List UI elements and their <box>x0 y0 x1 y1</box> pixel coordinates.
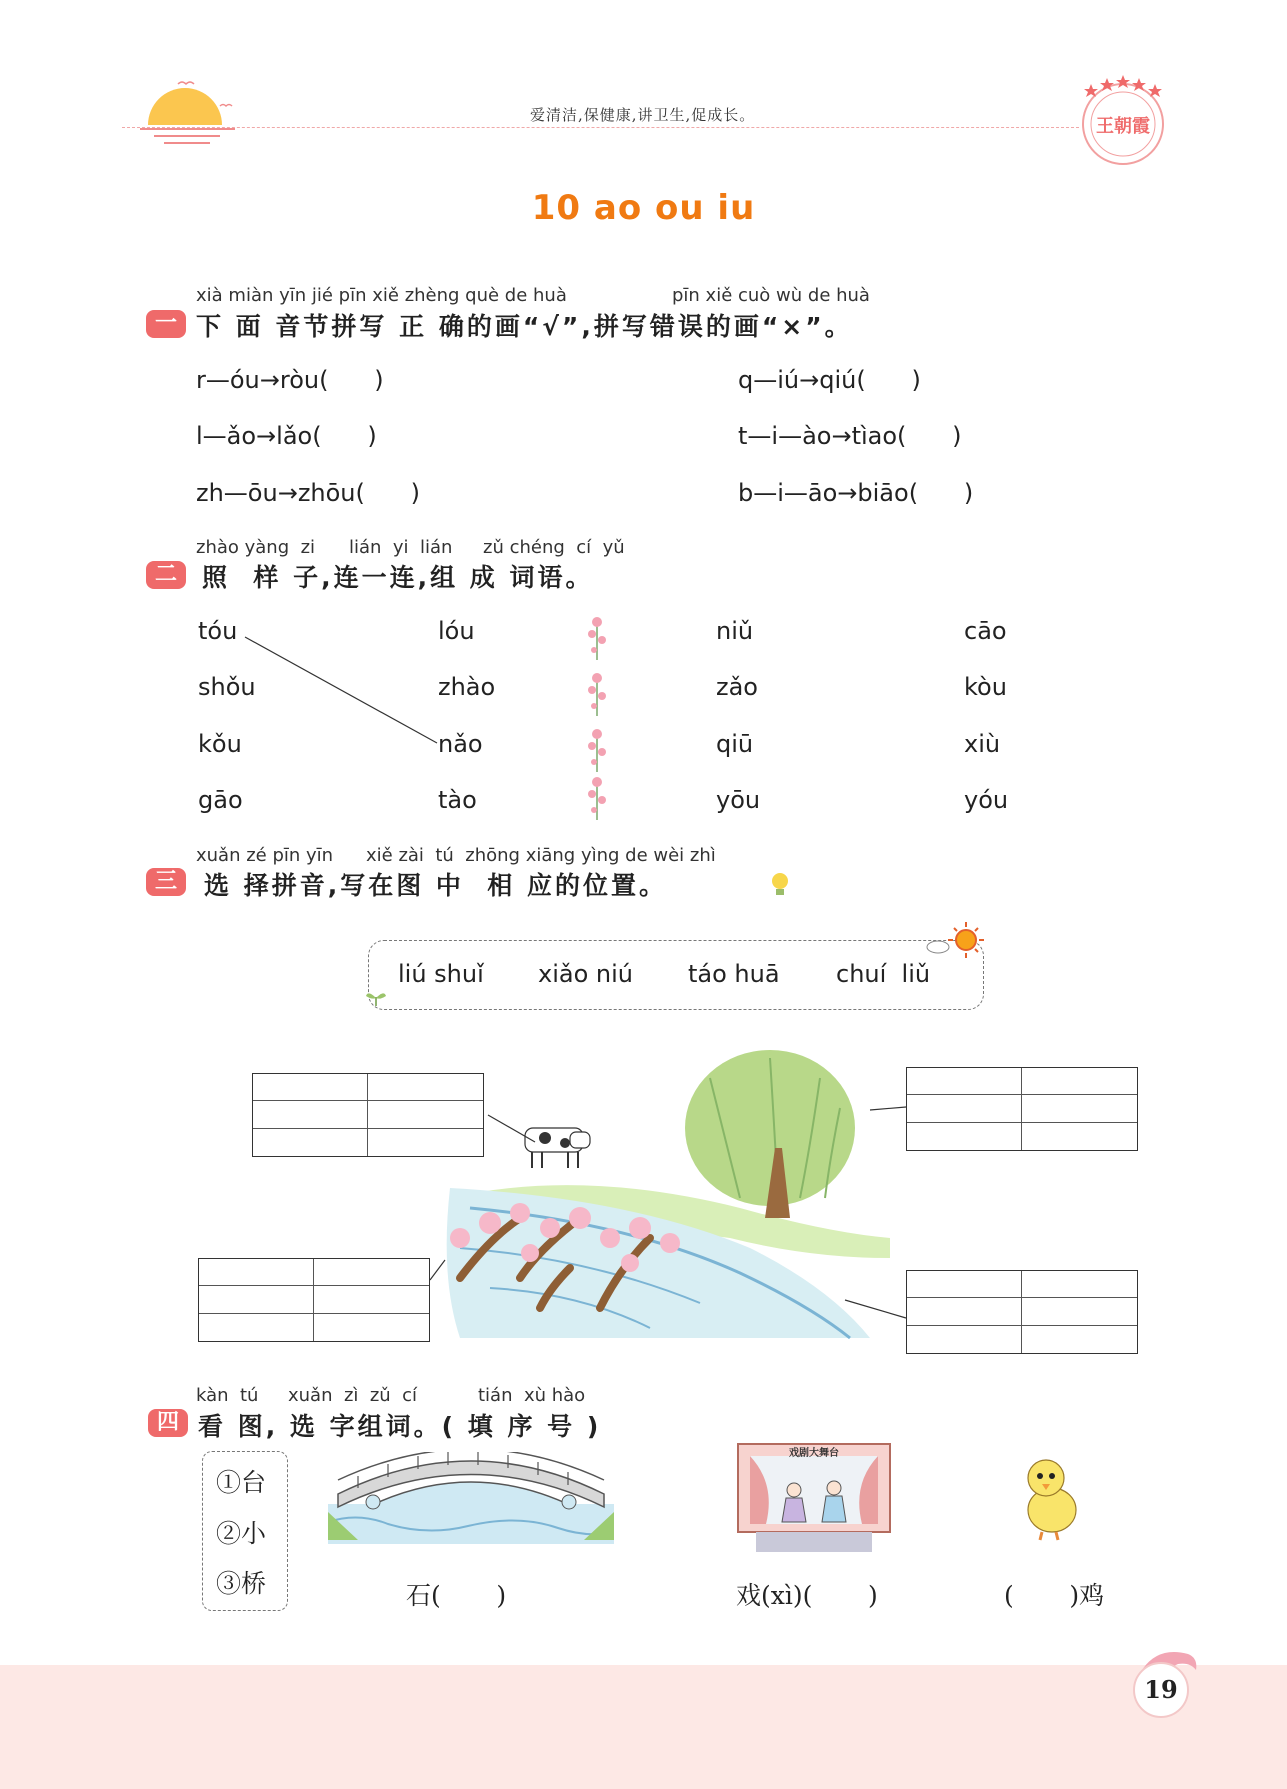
page-number: 19 <box>1133 1662 1189 1718</box>
q3-pinyin-a: xuǎn zé pīn yīn <box>196 845 334 866</box>
lesson-title: 10 ao ou iu <box>531 188 756 228</box>
q4-option-1[interactable]: ①台 <box>216 1468 267 1497</box>
q3-instruction: 选 择拼音,写在图 中 相 应的位置。 <box>204 871 668 900</box>
q3-word-4[interactable]: chuí liǔ <box>836 960 931 988</box>
chick-illustration <box>1016 1452 1086 1542</box>
q4-option-3[interactable]: ③桥 <box>216 1569 267 1598</box>
q1-item-1[interactable]: r—óu→ròu( ) <box>196 366 384 394</box>
q1-item-2[interactable]: q—iú→qiú( ) <box>738 366 921 394</box>
q2-pinyin-c: zǔ chéng cí yǔ <box>483 537 625 558</box>
q3-number-badge: 三 <box>146 868 186 896</box>
q2-col2-word-2[interactable]: zhào <box>438 673 496 701</box>
q2-pinyin-a: zhào yàng zi <box>196 537 316 558</box>
brand-seal-text: 王朝霞 <box>1096 116 1150 137</box>
q4-option-2[interactable]: ②小 <box>216 1519 267 1548</box>
q2-instruction: 照 样 子,连一连,组 成 词语。 <box>202 563 594 592</box>
q2-pinyin-b: lián yi lián <box>349 537 453 558</box>
q4-answer-chick[interactable]: ( )鸡 <box>1004 1581 1105 1610</box>
q1-item-6[interactable]: b—i—āo→biāo( ) <box>738 479 974 507</box>
q2-col4-word-1[interactable]: cāo <box>964 617 1007 645</box>
q2-col4-word-4[interactable]: yóu <box>964 786 1009 814</box>
q1-item-4[interactable]: t—i—ào→tìao( ) <box>738 422 962 450</box>
q2-col2-word-1[interactable]: lóu <box>438 617 475 645</box>
stage-sign-text: 戏剧大舞台 <box>789 1448 839 1459</box>
q1-instruction: 下 面 音节拼写 正 确的画“√”,拼写错误的画“×”。 <box>196 312 853 341</box>
q2-col2-word-4[interactable]: tào <box>438 786 477 814</box>
q2-col3-word-2[interactable]: zǎo <box>716 673 758 701</box>
q4-instruction: 看 图, 选 字组词。( 填 序 号 ) <box>198 1412 602 1441</box>
q2-col3-word-1[interactable]: niǔ <box>716 617 754 645</box>
q1-pinyin-a: xià miàn yīn jié pīn xiě zhèng què de huà <box>196 285 567 306</box>
q3-pinyin-b: xiě zài tú zhōng xiāng yìng de wèi zhì <box>366 845 716 866</box>
q2-col3-word-4[interactable]: yōu <box>716 786 761 814</box>
q3-word-1[interactable]: liú shuǐ <box>398 960 484 988</box>
q1-item-3[interactable]: l—ǎo→lǎo( ) <box>196 422 377 450</box>
q1-item-5[interactable]: zh—ōu→zhōu( ) <box>196 479 421 507</box>
header-motto: 爱清洁,保健康,讲卫生,促成长。 <box>530 106 756 124</box>
q2-col1-word-3[interactable]: kǒu <box>198 730 242 758</box>
q1-number-badge: 一 <box>146 310 186 338</box>
q4-number-badge: 四 <box>148 1409 188 1437</box>
q4-pinyin-c: tián xù hào <box>478 1385 586 1406</box>
q2-col4-word-3[interactable]: xiù <box>964 730 1001 758</box>
q3-word-3[interactable]: táo huā <box>688 960 780 988</box>
q2-col1-word-1[interactable]: tóu <box>198 617 238 645</box>
q4-pinyin-a: kàn tú <box>196 1385 259 1406</box>
q2-col3-word-3[interactable]: qiū <box>716 730 754 758</box>
q4-pinyin-b: xuǎn zì zǔ cí <box>288 1385 418 1406</box>
q2-number-badge: 二 <box>146 561 186 589</box>
stone-bridge-illustration <box>328 1452 614 1544</box>
footer-band <box>0 1665 1287 1789</box>
q2-col4-word-2[interactable]: kòu <box>964 673 1007 701</box>
q1-pinyin-b: pīn xiě cuò wù de huà <box>672 285 870 306</box>
q4-answer-bridge[interactable]: 石( ) <box>406 1581 507 1610</box>
q3-word-2[interactable]: xiǎo niú <box>538 960 633 988</box>
q2-col2-word-3[interactable]: nǎo <box>438 730 483 758</box>
q2-col1-word-4[interactable]: gāo <box>198 786 243 814</box>
q2-col1-word-2[interactable]: shǒu <box>198 673 256 701</box>
q4-answer-opera[interactable]: 戏(xì)( ) <box>736 1581 878 1610</box>
